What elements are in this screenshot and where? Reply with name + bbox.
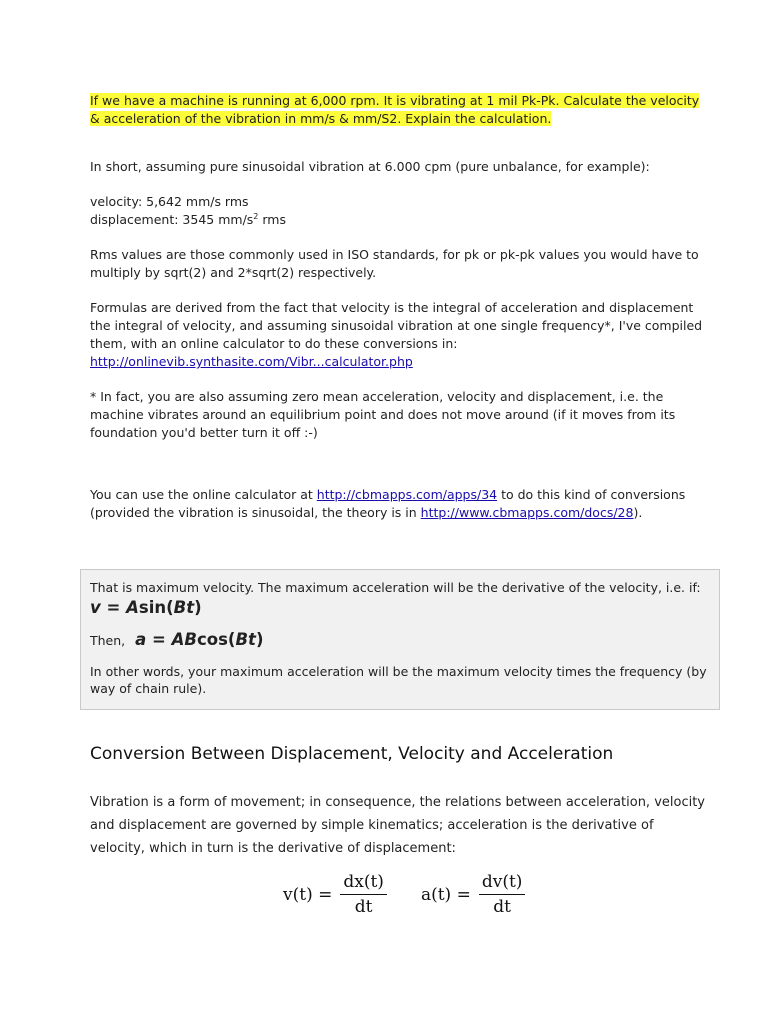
- acceleration-lhs: a(t) =: [420, 884, 471, 905]
- calculator-paragraph: You can use the online calculator at http://cbmapps.com/apps/34 to do this kind of conversions (provided the vibration is sinusoidal, the theory is in http://www.cbmapps.com/docs/28).: [90, 487, 686, 520]
- cbmapps-calculator-link[interactable]: http://cbmapps.com/apps/34: [316, 487, 498, 502]
- acceleration-numerator: dv(t): [479, 872, 526, 895]
- box-intro: That is maximum velocity. The maximum acceleration will be the derivative of the velocity, i.e. if:: [90, 580, 701, 595]
- displacement-result: displacement: 3545 $mm/s^2$ rms: [90, 211, 286, 227]
- onlinevib-link[interactable]: http://onlinevib.synthasite.com/Vibr...calculator.php: [90, 354, 413, 369]
- acceleration-equation: a = ABcos(Bt): [135, 630, 264, 649]
- acceleration-row: [90, 629, 710, 651]
- acceleration-denominator: dt: [493, 897, 511, 917]
- quote-box: [80, 569, 720, 710]
- answer-intro: In short, assuming pure sinusoidal vibration at 6.000 cpm (pure unbalance, for example):: [90, 159, 650, 174]
- then-label: Then,: [90, 633, 126, 648]
- question-text: [90, 92, 715, 128]
- footnote: * In fact, you are also assuming zero mean acceleration, velocity and displacement, i.e. the machine vibrates around an equilibrium point and does not move around (if it moves from its foundation you'd better turn it off :-): [90, 389, 676, 440]
- kinematics-formula: [283, 872, 525, 917]
- formulas-paragraph: Formulas are derived from the fact that velocity is the integral of acceleration and displacement the integral of velocity, and assuming sinusoidal vibration at one single frequency*, I've compiled them, with an online calculator to do these conversions in: http://onlinevib.synthasite.com/Vibr...calculator.php: [90, 300, 703, 369]
- question-line-2: & acceleration of the vibration in mm/s & mm/S2. Explain the calculation.: [90, 111, 552, 126]
- velocity-numerator: dx(t): [340, 872, 387, 895]
- velocity-lhs: v(t) =: [283, 884, 333, 905]
- velocity-equation: v = Asin(Bt): [90, 598, 202, 617]
- question-line-1: If we have a machine is running at 6,000 rpm. It is vibrating at 1 mil Pk-Pk. Calculate the velocity: [90, 93, 700, 108]
- section-body: Vibration is a form of movement; in consequence, the relations between acceleration, velocity and displacement are governed by simple kinematics; acceleration is the derivative of velocity, which in turn is the derivative of displacement:: [90, 795, 705, 856]
- box-conclusion: In other words, your maximum acceleration will be the maximum velocity times the frequency (by way of chain rule).: [90, 664, 707, 696]
- velocity-denominator: dt: [354, 897, 373, 917]
- velocity-fraction: [340, 872, 387, 917]
- velocity-result: velocity: 5,642 mm/s rms: [90, 194, 249, 209]
- cbmapps-docs-link[interactable]: http://www.cbmapps.com/docs/28: [420, 505, 634, 520]
- section-heading: Conversion Between Displacement, Velocity and Acceleration: [90, 744, 614, 764]
- document-body: [90, 92, 715, 522]
- rms-note: Rms values are those commonly used in ISO standards, for pk or pk-pk values you would have to multiply by sqrt(2) and 2*sqrt(2) respectively.: [90, 247, 699, 280]
- acceleration-fraction: [479, 872, 526, 917]
